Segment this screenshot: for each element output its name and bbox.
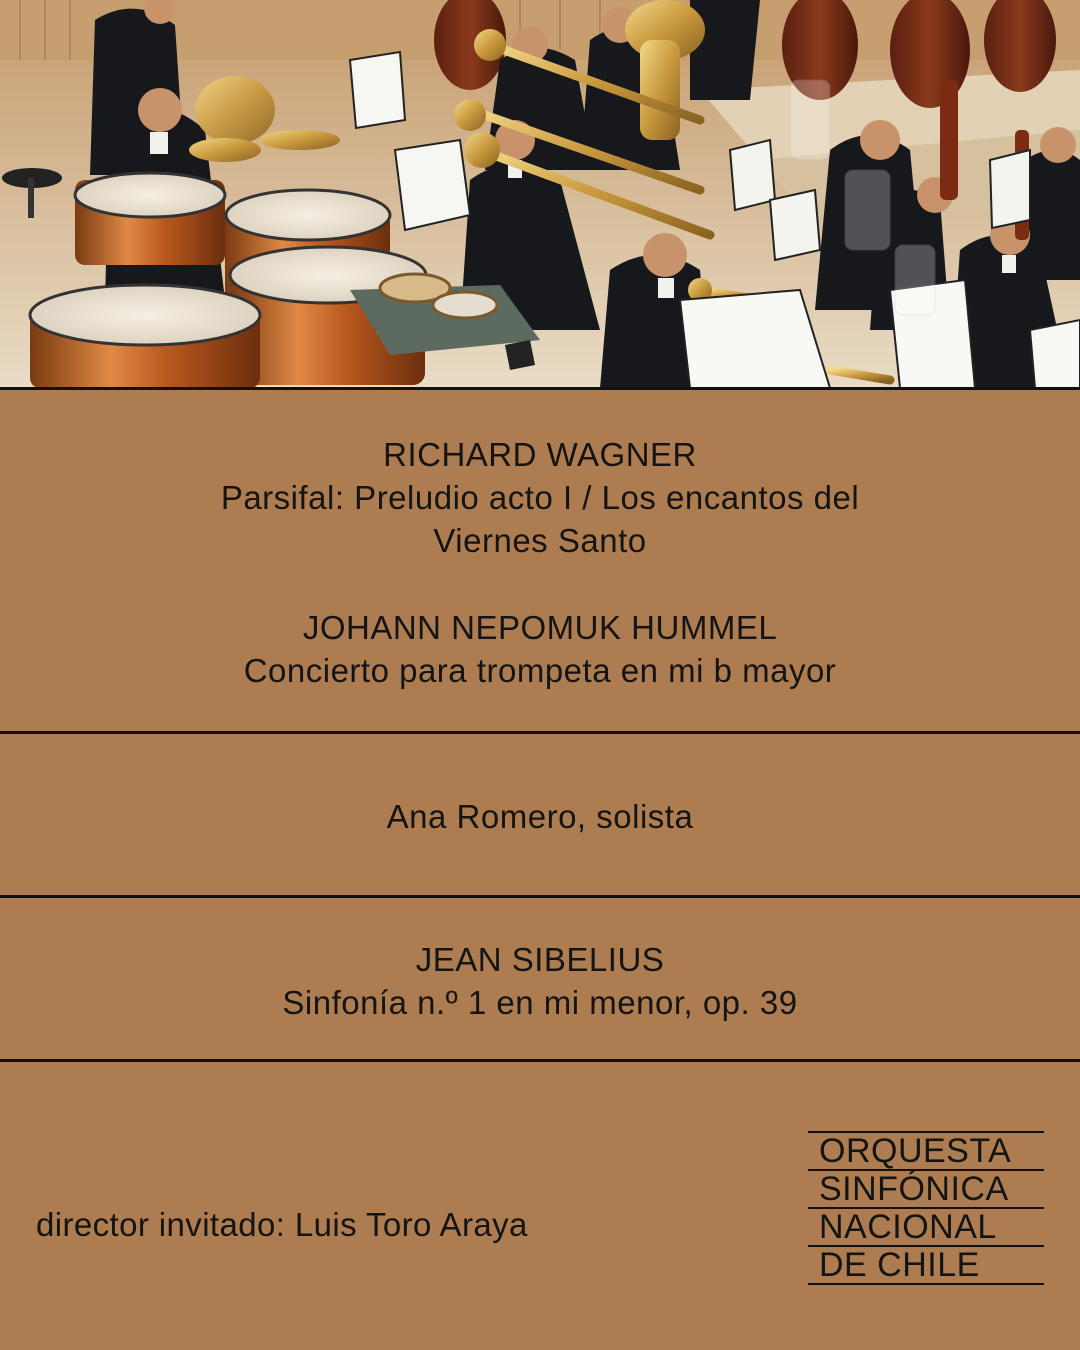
- orchestra-logo: [808, 1131, 1044, 1285]
- composer-name: JEAN SIBELIUS: [415, 941, 665, 978]
- logo-line: DE CHILE: [808, 1245, 1044, 1285]
- section-divider: [0, 1059, 1080, 1062]
- program-section-3: [0, 938, 1080, 1024]
- orchestra-photo: [0, 0, 1080, 388]
- orchestra-photo-illustration: [0, 0, 1080, 388]
- photo-divider: [0, 387, 1080, 390]
- composer-name: RICHARD WAGNER: [383, 436, 697, 473]
- spacer: [0, 562, 1080, 606]
- work-title: Viernes Santo: [433, 522, 647, 559]
- logo-line: SINFÓNICA: [808, 1169, 1044, 1207]
- logo-line: NACIONAL: [808, 1207, 1044, 1245]
- soloist-section: [0, 795, 1080, 838]
- work-title: Sinfonía n.º 1 en mi menor, op. 39: [282, 984, 798, 1021]
- logo-line: ORQUESTA: [808, 1131, 1044, 1169]
- composer-name: JOHANN NEPOMUK HUMMEL: [302, 609, 778, 646]
- work-title: Concierto para trompeta en mi b mayor: [243, 652, 837, 689]
- program-section-1: [0, 433, 1080, 692]
- work-title: Parsifal: Preludio acto I / Los encantos del: [220, 479, 860, 516]
- section-divider: [0, 895, 1080, 898]
- section-divider: [0, 731, 1080, 734]
- soloist-name: Ana Romero, solista: [386, 798, 694, 835]
- guest-conductor: director invitado: Luis Toro Araya: [36, 1206, 528, 1243]
